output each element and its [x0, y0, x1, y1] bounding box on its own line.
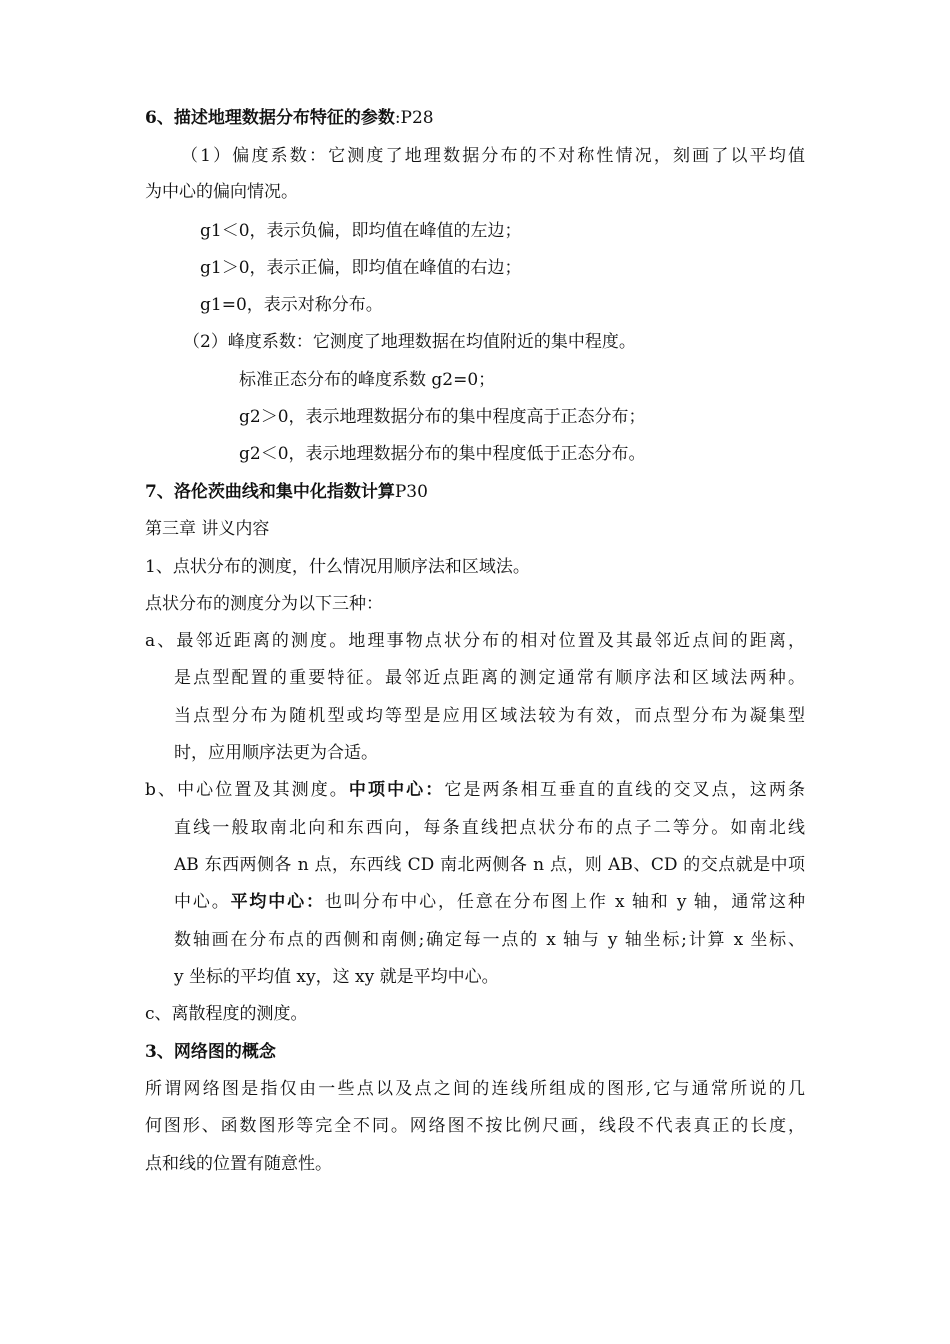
item-a-line1: a、最邻近距离的测度。地理事物点状分布的相对位置及其最邻近点间的距离，: [145, 631, 805, 651]
kurtosis-positive: g2＞0，表示地理数据分布的集中程度高于正态分布；: [239, 407, 646, 427]
chapter3-title: 第三章 讲义内容: [145, 519, 270, 539]
item-c-line: c、离散程度的测度。: [145, 1004, 308, 1024]
mean-center-term: 平均中心：: [230, 892, 325, 912]
item-b-line2: 直线一般取南北向和东西向，每条直线把点状分布的点子二等分。如南北线: [174, 818, 805, 838]
item-b-line5: 数轴画在分布点的西侧和南侧;确定每一点的 x 轴与 y 轴坐标;计算 x 坐标、: [174, 930, 805, 950]
skewness-negative: g1＜0，表示负偏，即均值在峰值的左边；: [200, 221, 522, 241]
section6-heading-text: 6、描述地理数据分布特征的参数: [145, 108, 395, 128]
item-b-line6: y 坐标的平均值 xy，这 xy 就是平均中心。: [174, 967, 499, 987]
network-paragraph-line1: 所谓网络图是指仅由一些点以及点之间的连线所组成的图形,它与通常所说的几: [145, 1079, 805, 1099]
section6-heading: [145, 107, 434, 129]
item-b-line1-prefix: b、中心位置及其测度。: [145, 780, 349, 800]
item-b-line4: [174, 891, 805, 913]
section7-heading-text: 7、洛伦茨曲线和集中化指数计算: [145, 482, 395, 502]
item-b-line1-suffix: 它是两条相互垂直的直线的交叉点，这两条: [444, 780, 806, 800]
item-b-line4-suffix: 也叫分布中心，任意在分布图上作 x 轴和 y 轴，通常这种: [324, 892, 806, 912]
section7-page-ref: P30: [394, 482, 428, 502]
kurtosis-negative: g2＜0，表示地理数据分布的集中程度低于正态分布。: [239, 444, 646, 464]
item-b-line3: AB 东西两侧各 n 点，东西线 CD 南北两侧各 n 点，则 AB、CD 的交点就是中项: [174, 855, 805, 875]
chapter3-question1: 1、点状分布的测度，什么情况用顺序法和区域法。: [145, 557, 530, 577]
section7-heading: [145, 481, 428, 503]
section6-page-ref: :P28: [394, 108, 434, 128]
skewness-positive: g1＞0，表示正偏，即均值在峰值的右边；: [200, 258, 522, 278]
item-a-line2: 是点型配置的重要特征。最邻近点距离的测定通常有顺序法和区域法两种。: [174, 668, 805, 688]
item-a-line4: 时，应用顺序法更为合适。: [174, 743, 378, 763]
item-a-line3: 当点型分布为随机型或均等型是应用区域法较为有效，而点型分布为凝集型: [174, 706, 805, 726]
skewness-paragraph-line1: （1）偏度系数：它测度了地理数据分布的不对称性情况，刻画了以平均值: [181, 146, 805, 166]
section3-heading: 3、网络图的概念: [145, 1042, 276, 1062]
item-b-line1: [145, 779, 805, 801]
network-paragraph-line3: 点和线的位置有随意性。: [145, 1154, 332, 1174]
network-paragraph-line2: 何图形、函数图形等完全不同。网络图不按比例尺画，线段不代表真正的长度，: [145, 1116, 805, 1136]
skewness-zero: g1=0，表示对称分布。: [200, 295, 383, 315]
kurtosis-normal: 标准正态分布的峰度系数 g2=0；: [239, 370, 496, 390]
chapter3-intro: 点状分布的测度分为以下三种：: [145, 594, 383, 614]
skewness-paragraph-line2: 为中心的偏向情况。: [145, 182, 298, 202]
item-b-line4-prefix: 中心。: [174, 892, 231, 912]
median-center-term: 中项中心：: [348, 780, 445, 800]
kurtosis-paragraph: （2）峰度系数：它测度了地理数据在均值附近的集中程度。: [183, 332, 636, 352]
